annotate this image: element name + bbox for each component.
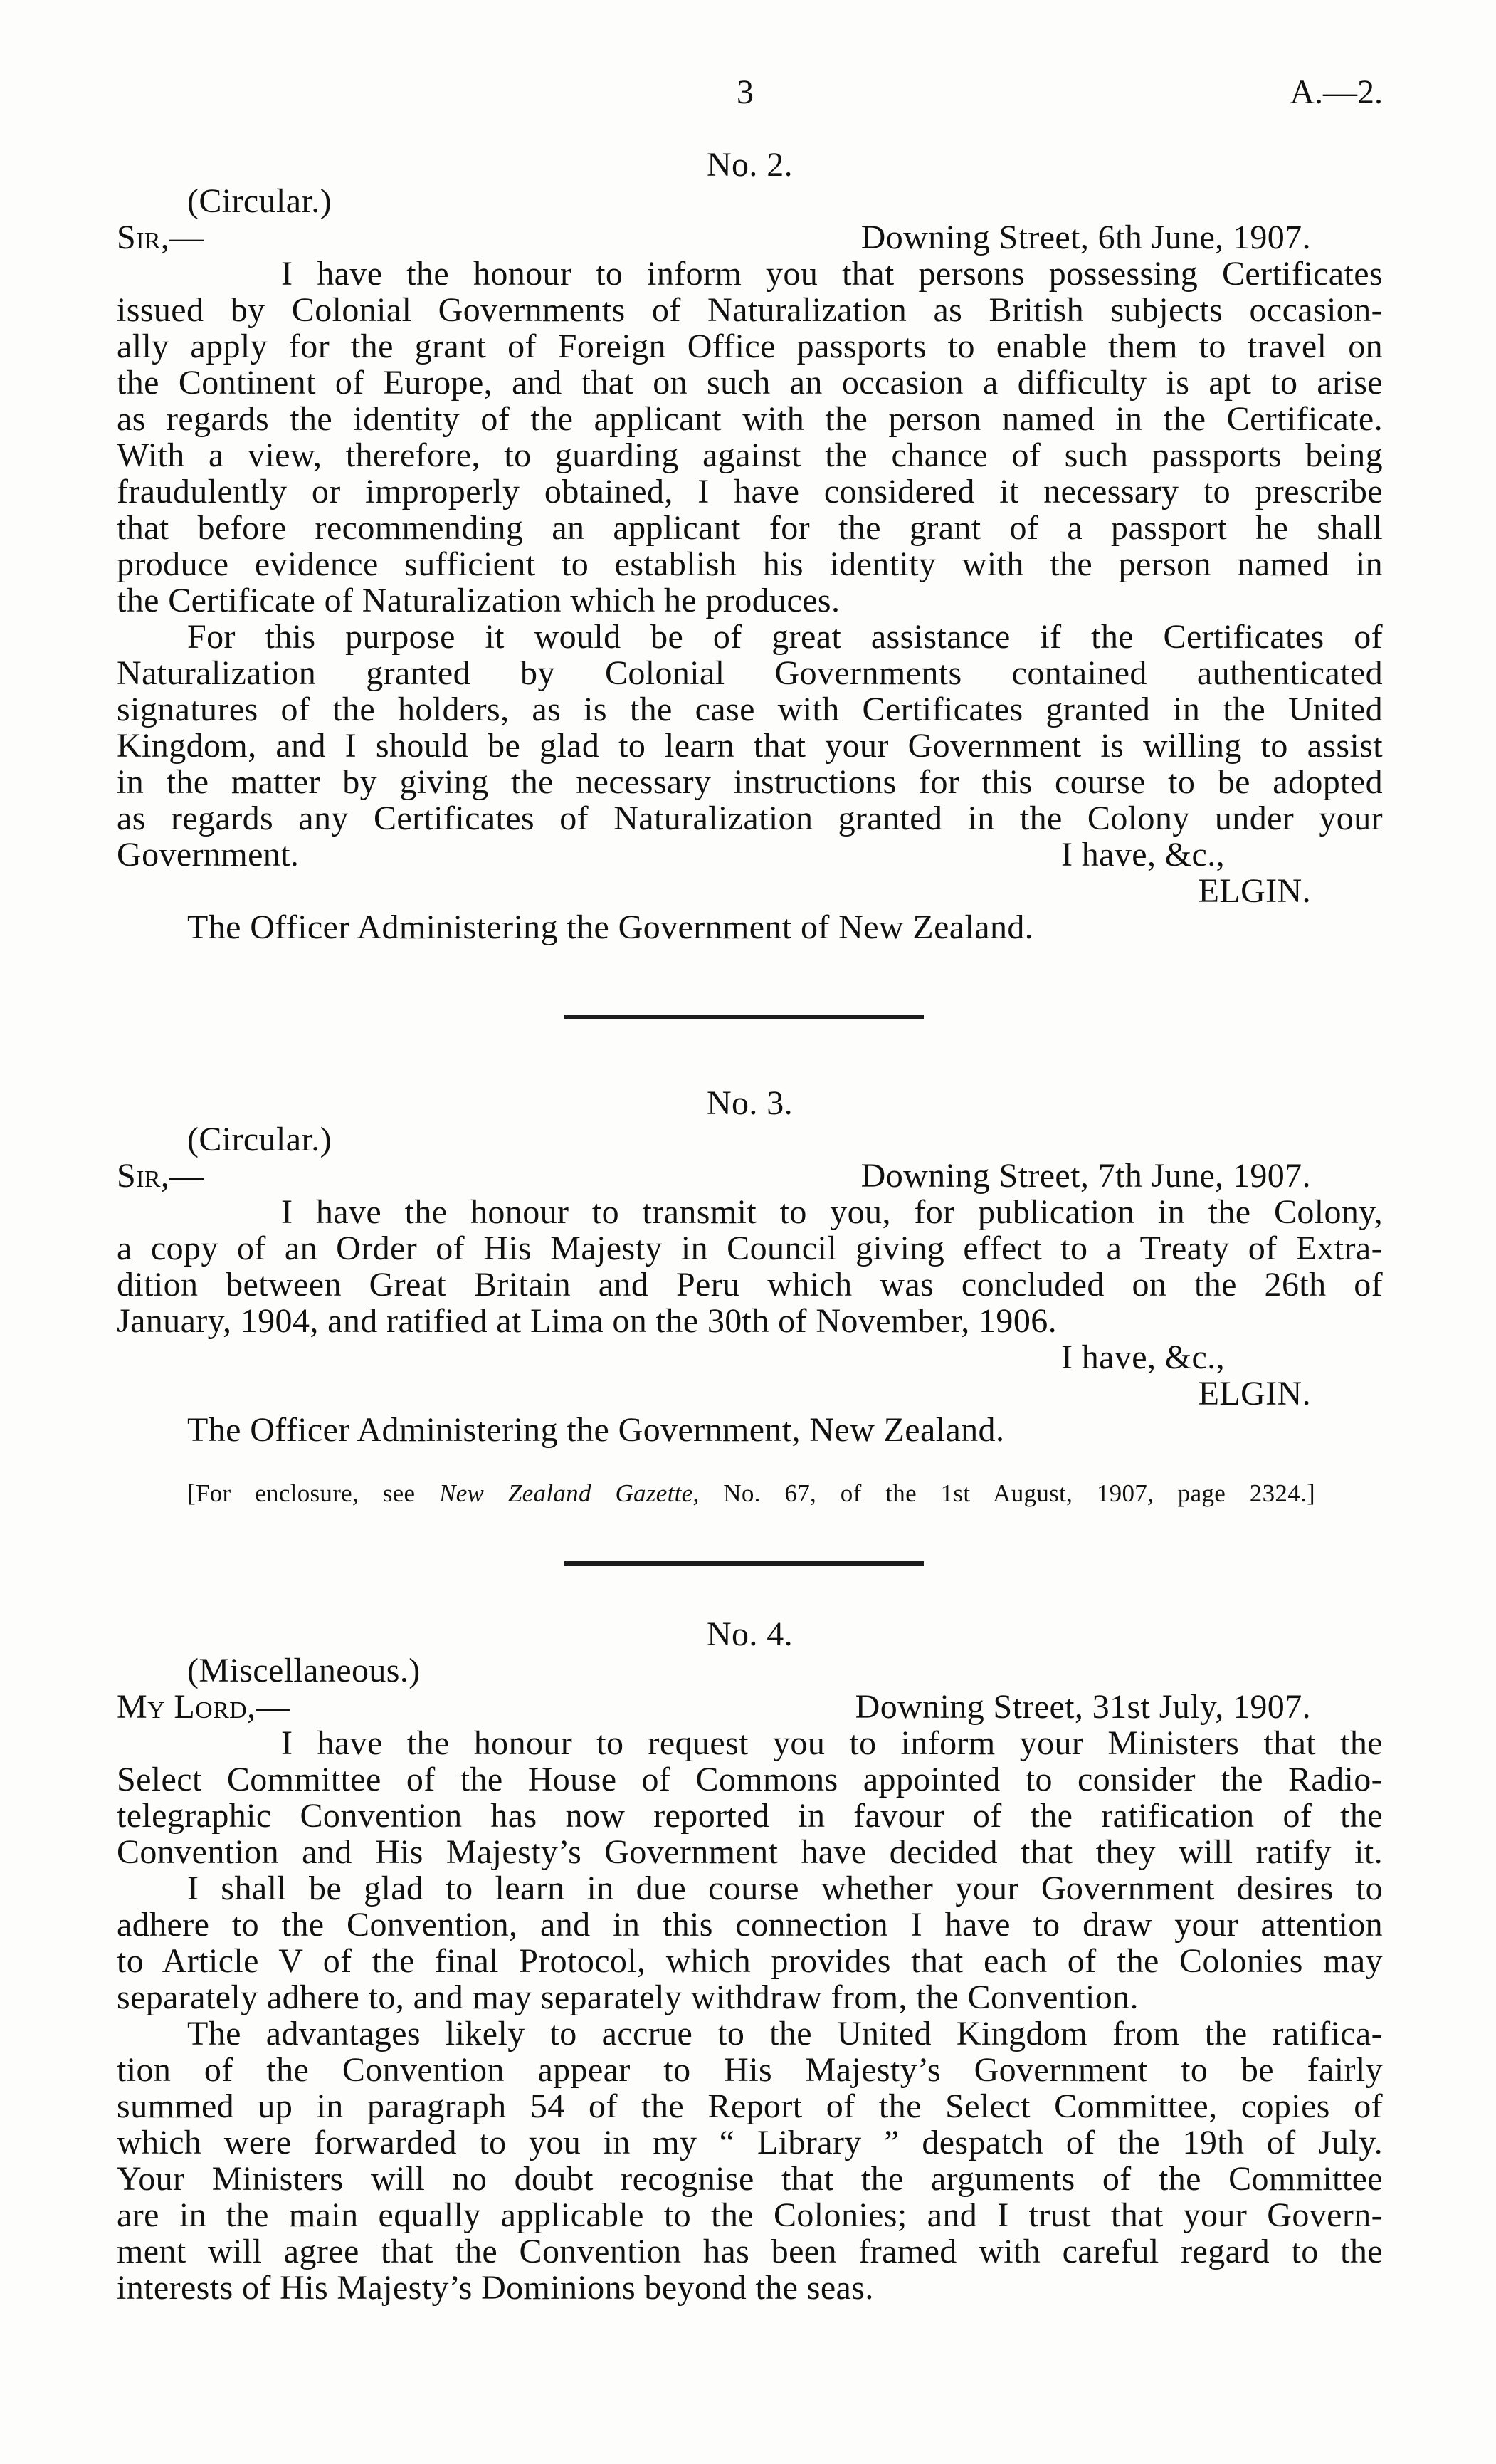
closing: I have, &c., — [1061, 1339, 1226, 1375]
body-line: which were forwarded to you in my “ Library ” despatch of the 19th of July. — [117, 2124, 1383, 2161]
letter-number: No. 2. — [706, 147, 794, 183]
salutation: My Lord,— — [117, 1689, 290, 1725]
body-line: that before recommending an applicant for the grant of a passport he shall — [117, 510, 1383, 546]
salutation: Sir,— — [117, 1158, 204, 1194]
body-line: ally apply for the grant of Foreign Office passports to enable them to travel on — [117, 328, 1383, 365]
paper-reference: A.—2. — [1290, 73, 1383, 111]
body-line: telegraphic Convention has now reported in favour of the ratification of the — [117, 1798, 1383, 1834]
body-line: I have the honour to transmit to you, for publication in the Colony, — [281, 1194, 1383, 1230]
body-line: Select Committee of the House of Commons appointed to consider the Radio- — [117, 1761, 1383, 1798]
section-rule — [564, 1561, 924, 1566]
page-number: 3 — [737, 73, 754, 111]
body-line: a copy of an Order of His Majesty in Council giving effect to a Treaty of Extra- — [117, 1230, 1383, 1267]
enclosure-note-text: [For enclosure, see — [187, 1479, 440, 1507]
signature: ELGIN. — [1198, 1375, 1311, 1412]
salutation-line — [117, 1158, 1383, 1194]
closing-line — [117, 837, 1383, 873]
addressee: The Officer Administering the Government of New Zealand. — [187, 909, 1034, 945]
letter-category: (Miscellaneous.) — [187, 1652, 421, 1689]
enclosure-note — [187, 1479, 1315, 1509]
letter-number: No. 4. — [706, 1616, 794, 1652]
body-line: in the matter by giving the necessary instructions for this course to be adopted — [117, 764, 1383, 800]
body-line: fraudulently or improperly obtained, I have considered it necessary to prescribe — [117, 473, 1383, 510]
body-line: summed up in paragraph 54 of the Report of the Select Committee, copies of — [117, 2088, 1383, 2124]
body-line: I have the honour to inform you that persons possessing Certificates — [281, 256, 1383, 292]
salutation: Sir,— — [117, 219, 204, 256]
body-line: Convention and His Majesty’s Government have decided that they will ratify it. — [117, 1834, 1383, 1870]
body-line: Your Ministers will no doubt recognise that the arguments of the Committee — [117, 2161, 1383, 2197]
body-line: tion of the Convention appear to His Majesty’s Government to be fairly — [117, 2052, 1383, 2088]
body-line: Kingdom, and I should be glad to learn that your Government is willing to assist — [117, 728, 1383, 764]
body-line: For this purpose it would be of great assistance if the Certificates of — [187, 619, 1383, 655]
closing: I have, &c., — [1061, 837, 1226, 873]
addressee: The Officer Administering the Government, New Zealand. — [187, 1412, 1005, 1448]
section-rule — [564, 1015, 924, 1019]
body-line: the Continent of Europe, and that on such an occasion a difficulty is apt to arise — [117, 365, 1383, 401]
place-date: Downing Street, 6th June, 1907. — [860, 219, 1311, 256]
body-line: interests of His Majesty’s Dominions beyond the seas. — [117, 2270, 874, 2306]
letter-no-4 — [117, 1616, 1383, 2306]
salutation-line — [117, 219, 1383, 256]
body-line: produce evidence sufficient to establish his identity with the person named in — [117, 546, 1383, 582]
body-line: ment will agree that the Convention has been framed with careful regard to the — [117, 2233, 1383, 2270]
enclosure-note-text: , No. 67, of the 1st August, 1907, page 2324.] — [692, 1479, 1315, 1507]
place-date: Downing Street, 7th June, 1907. — [860, 1158, 1311, 1194]
body-line: as regards any Certificates of Naturalization granted in the Colony under your — [117, 800, 1383, 837]
letter-category: (Circular.) — [187, 1121, 332, 1158]
body-line: Government. — [117, 837, 300, 873]
body-line: to Article V of the final Protocol, which provides that each of the Colonies may — [117, 1943, 1383, 1979]
body-line: I have the honour to request you to inform your Ministers that the — [281, 1725, 1383, 1761]
body-line: adhere to the Convention, and in this connection I have to draw your attention — [117, 1907, 1383, 1943]
body-line: The advantages likely to accrue to the United Kingdom from the ratifica- — [187, 2015, 1383, 2052]
body-line: dition between Great Britain and Peru which was concluded on the 26th of — [117, 1267, 1383, 1303]
body-line: I shall be glad to learn in due course whether your Government desires to — [187, 1870, 1383, 1907]
place-date: Downing Street, 31st July, 1907. — [855, 1689, 1311, 1725]
body-line: signatures of the holders, as is the case with Certificates granted in the United — [117, 691, 1383, 728]
body-line: Naturalization granted by Colonial Governments contained authenticated — [117, 655, 1383, 691]
signature: ELGIN. — [1198, 873, 1311, 909]
letter-category: (Circular.) — [187, 183, 332, 219]
gazette-title: New Zealand Gazette — [439, 1479, 693, 1507]
salutation-line — [117, 1689, 1383, 1725]
letter-number: No. 3. — [706, 1085, 794, 1121]
letter-no-2 — [117, 147, 1383, 945]
body-line: With a view, therefore, to guarding against the chance of such passports being — [117, 437, 1383, 473]
body-line: the Certificate of Naturalization which he produces. — [117, 582, 841, 619]
body-line: as regards the identity of the applicant with the person named in the Certificate. — [117, 401, 1383, 437]
letter-no-3 — [117, 1085, 1383, 1448]
body-line: January, 1904, and ratified at Lima on the 30th of November, 1906. — [117, 1303, 1058, 1339]
body-line: separately adhere to, and may separately withdraw from, the Convention. — [117, 1979, 1139, 2015]
body-line: are in the main equally applicable to the Colonies; and I trust that your Govern- — [117, 2197, 1383, 2233]
body-line: issued by Colonial Governments of Naturalization as British subjects occasion- — [117, 292, 1383, 328]
